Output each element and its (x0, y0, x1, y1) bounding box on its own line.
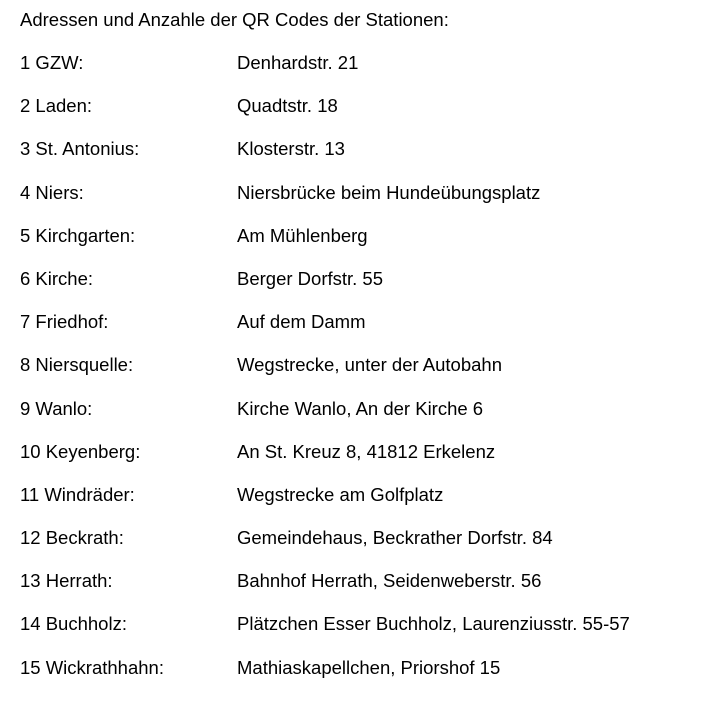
station-row (0, 225, 708, 268)
station-address: Quadtstr. 18 (237, 95, 338, 117)
station-row (0, 311, 708, 354)
station-address: Niersbrücke beim Hundeübungsplatz (237, 181, 541, 203)
station-name: 8 Niersquelle: (20, 354, 134, 376)
station-name: 6 Kirche: (20, 267, 94, 289)
station-row (0, 527, 708, 570)
station-address: Gemeindehaus, Beckrather Dorfstr. 84 (237, 527, 553, 549)
station-row (0, 657, 708, 700)
station-address: Auf dem Damm (237, 311, 366, 333)
station-name: 11 Windräder: (20, 483, 135, 505)
station-address: Denhardstr. 21 (237, 52, 359, 73)
document-title: Adressen und Anzahle der QR Codes der Stationen: (20, 9, 449, 30)
station-name: 3 St. Antonius: (20, 138, 140, 160)
station-address: An St. Kreuz 8, 41812 Erkelenz (237, 440, 496, 462)
station-name: 12 Beckrath: (20, 527, 124, 549)
station-name: 4 Niers: (20, 181, 84, 203)
station-row (0, 613, 708, 656)
station-row (0, 268, 708, 311)
station-name: 9 Wanlo: (20, 397, 93, 419)
station-address: Bahnhof Herrath, Seidenweberstr. 56 (237, 570, 542, 592)
station-name: 1 GZW: (20, 52, 84, 73)
station-name: 14 Buchholz: (20, 613, 127, 635)
station-row (0, 398, 708, 441)
station-address: Mathiaskapellchen, Priorshof 15 (237, 656, 501, 678)
station-name: 13 Herrath: (20, 570, 113, 592)
station-row (0, 182, 708, 225)
station-address: Am Mühlenberg (237, 224, 368, 246)
station-address: Kirche Wanlo, An der Kirche 6 (237, 397, 484, 419)
station-row (0, 484, 708, 527)
station-name: 10 Keyenberg: (20, 440, 141, 462)
station-row (0, 138, 708, 181)
station-row (0, 570, 708, 613)
station-address: Berger Dorfstr. 55 (237, 267, 384, 289)
station-address: Klosterstr. 13 (237, 138, 345, 160)
station-row (0, 441, 708, 484)
station-list (0, 52, 708, 700)
station-name: 7 Friedhof: (20, 311, 109, 333)
station-row (0, 95, 708, 138)
station-name: 5 Kirchgarten: (20, 224, 136, 246)
station-name: 15 Wickrathhahn: (20, 656, 164, 678)
station-address: Wegstrecke, unter der Autobahn (237, 354, 502, 376)
station-row (0, 52, 708, 95)
station-address: Plätzchen Esser Buchholz, Laurenziusstr. 55-57 (237, 613, 630, 635)
station-address: Wegstrecke am Golfplatz (237, 483, 444, 505)
station-name: 2 Laden: (20, 95, 93, 117)
station-row (0, 354, 708, 397)
